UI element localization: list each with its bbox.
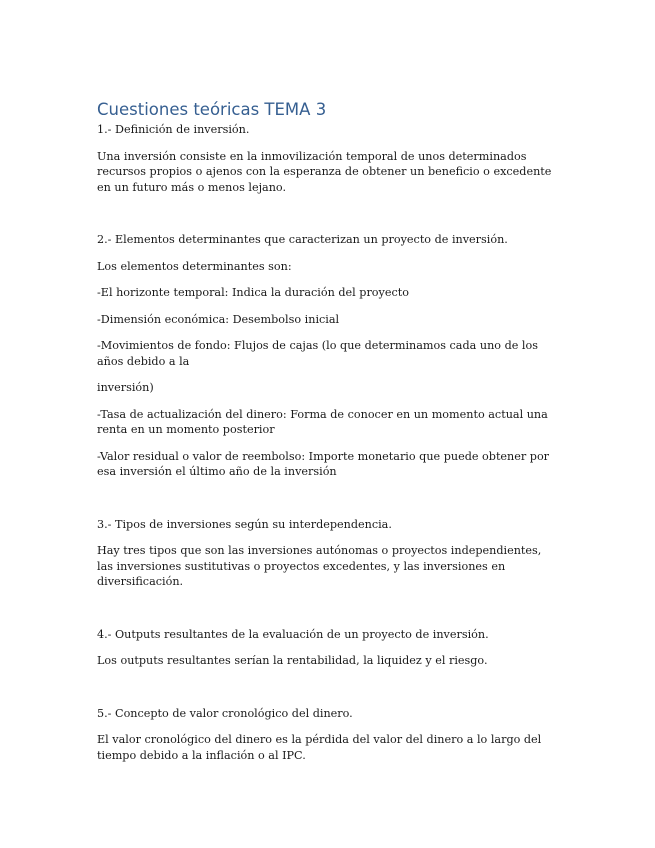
section-4 (97, 627, 557, 669)
section-5 (97, 706, 557, 764)
section-spacer (97, 601, 557, 627)
section-2 (97, 232, 557, 480)
section-spacer (97, 680, 557, 706)
section-paragraph: Los elementos determinantes son: (97, 259, 292, 273)
section-heading: 2.- Elementos determinantes que caracterizan un proyecto de inversión. (97, 233, 508, 246)
list-item-continuation: inversión) (97, 381, 154, 394)
section-3 (97, 517, 557, 590)
section-paragraph: El valor cronológico del dinero es la pérdida del valor del dinero a lo largo del tiempo debido a la inflación o al IPC. (97, 733, 542, 762)
list-item: -Dimensión económica: Desembolso inicial (97, 312, 340, 326)
list-item: -El horizonte temporal: Indica la duración del proyecto (97, 286, 409, 299)
section-spacer (97, 206, 557, 232)
list-item: -Tasa de actualización del dinero: Forma de conocer en un momento actual una renta en un momento posterior (97, 407, 548, 436)
document-content (97, 100, 557, 774)
section-heading: 4.- Outputs resultantes de la evaluación de un proyecto de inversión. (97, 627, 489, 641)
section-heading: 5.- Concepto de valor cronológico del dinero. (97, 706, 353, 720)
section-heading: 3.- Tipos de inversiones según su interdependencia. (97, 517, 392, 531)
section-paragraph: Hay tres tipos que son las inversiones autónomas o proyectos independientes, las inversiones sustitutivas o proyectos excedentes, y las inversiones en diversificación. (97, 544, 542, 588)
section-1 (97, 122, 557, 195)
section-paragraph: Una inversión consiste en la inmovilización temporal de unos determinados recursos propios o ajenos con la esperanza de obtener un beneficio o excedente en un futuro más o menos lejano. (97, 149, 552, 194)
section-spacer (97, 491, 557, 517)
section-heading: 1.- Definición de inversión. (97, 123, 250, 136)
list-item: -Valor residual o valor de reembolso: Importe monetario que puede obtener por esa inversión el último año de la inversión (97, 449, 550, 478)
section-paragraph: Los outputs resultantes serían la rentabilidad, la liquidez y el riesgo. (97, 654, 488, 667)
document-title: Cuestiones teóricas TEMA 3 (97, 100, 327, 119)
list-item: -Movimientos de fondo: Flujos de cajas (lo que determinamos cada uno de los años debido a la (97, 339, 538, 368)
